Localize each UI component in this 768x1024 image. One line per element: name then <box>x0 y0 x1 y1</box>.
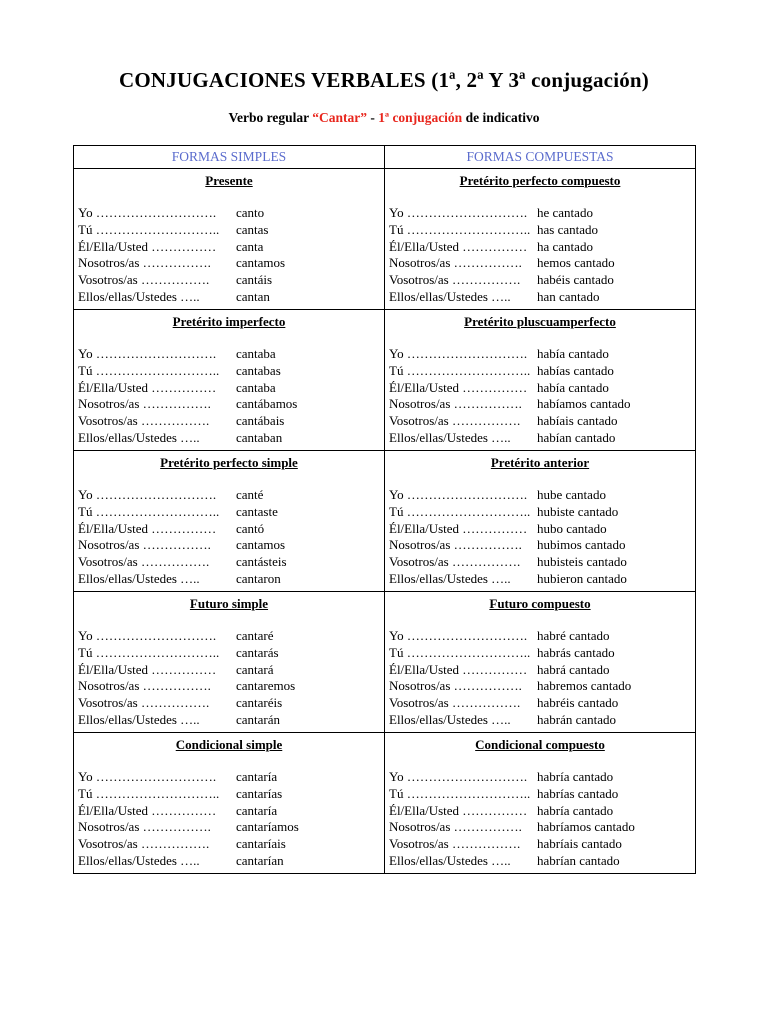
conjugation-line <box>78 255 380 272</box>
person-label: Vosotros/as ……………. <box>389 554 521 570</box>
person-label: Ellos/ellas/Ustedes ….. <box>389 288 511 304</box>
person-label: Vosotros/as ……………. <box>78 554 210 570</box>
conjugation-line <box>78 222 380 239</box>
person-label: Él/Ella/Usted …………… <box>78 802 217 818</box>
verb-form: cantó <box>236 520 265 536</box>
conjugation-line <box>389 786 691 803</box>
verb-form: habíamos cantado <box>537 396 631 412</box>
conjugation-line <box>78 504 380 521</box>
page-title: CONJUGACIONES VERBALES (1ª, 2ª Y 3ª conjugación) <box>118 68 650 92</box>
conjugation-line <box>389 346 691 363</box>
conjugation-line <box>78 289 380 306</box>
compound-form-cell <box>385 310 696 451</box>
person-label: Él/Ella/Usted …………… <box>389 238 528 254</box>
person-label: Yo ………………………. <box>389 205 528 220</box>
person-label: Nosotros/as ……………. <box>78 819 211 835</box>
person-label: Vosotros/as ……………. <box>78 695 210 711</box>
person-label: Vosotros/as ……………. <box>389 272 521 288</box>
person-label: Ellos/ellas/Ustedes ….. <box>78 711 200 727</box>
person-label: Nosotros/as ……………. <box>78 396 211 412</box>
verb-form: habría cantado <box>537 769 614 784</box>
person-label: Vosotros/as ……………. <box>78 836 210 852</box>
compound-form-cell <box>385 451 696 592</box>
conjugation-line <box>78 521 380 538</box>
verb-form: cantásteis <box>236 554 287 570</box>
verb-form: cantaron <box>236 570 281 586</box>
tense-heading: Condicional compuesto <box>475 737 605 752</box>
table-body <box>74 169 696 874</box>
conjugation-line <box>78 413 380 430</box>
person-label: Él/Ella/Usted …………… <box>389 520 528 536</box>
conjugation-line <box>389 571 691 588</box>
person-label: Él/Ella/Usted …………… <box>78 520 217 536</box>
verb-form: ha cantado <box>537 238 593 254</box>
table-row <box>74 310 696 451</box>
person-label: Nosotros/as ……………. <box>389 819 522 835</box>
verb-form: cantarían <box>236 852 284 868</box>
verb-form: canto <box>236 205 265 220</box>
verb-form: había cantado <box>537 379 609 395</box>
person-label: Yo ………………………. <box>389 769 528 784</box>
conjugation-line <box>78 239 380 256</box>
conjugation-line <box>389 380 691 397</box>
conjugation-line <box>389 645 691 662</box>
person-label: Nosotros/as ……………. <box>389 537 522 553</box>
verb-form: habrás cantado <box>537 644 615 660</box>
tense-heading: Pretérito perfecto simple <box>160 455 298 470</box>
person-label: Tú ……………………….. <box>389 644 531 660</box>
verb-form: canté <box>236 487 264 502</box>
verb-form: habría cantado <box>537 802 614 818</box>
conjugation-line <box>78 803 380 820</box>
conjugation-line <box>389 363 691 380</box>
verb-form: he cantado <box>537 205 593 220</box>
person-label: Yo ………………………. <box>389 628 528 643</box>
verb-form: hemos cantado <box>537 255 615 271</box>
verb-form: habríamos cantado <box>537 819 635 835</box>
conjugation-line <box>389 272 691 289</box>
person-label: Tú ……………………….. <box>78 644 220 660</box>
person-label: Nosotros/as ……………. <box>389 396 522 412</box>
conjugation-line <box>389 504 691 521</box>
conjugation-line <box>78 554 380 571</box>
verb-form: cantarías <box>236 785 283 801</box>
person-label: Nosotros/as ……………. <box>389 255 522 271</box>
person-label: Él/Ella/Usted …………… <box>78 661 217 677</box>
conjugation-line <box>389 662 691 679</box>
verb-form: habrán cantado <box>537 711 617 727</box>
verb-form: habríais cantado <box>537 836 622 852</box>
conjugation-line <box>389 413 691 430</box>
conjugation-line <box>78 537 380 554</box>
conjugation-label: 1ª conjugación <box>378 110 463 125</box>
tense-heading: Condicional simple <box>175 737 283 752</box>
simple-form-cell <box>74 733 385 874</box>
conjugation-line <box>78 853 380 870</box>
conjugation-line <box>78 430 380 447</box>
conjugation-line <box>78 396 380 413</box>
verb-form: habrían cantado <box>537 852 620 868</box>
verb-form: hubieron cantado <box>537 570 627 586</box>
conjugation-line <box>78 662 380 679</box>
subtitle-text-mood: de indicativo <box>462 110 540 125</box>
verb-form: cantamos <box>236 537 286 553</box>
person-label: Él/Ella/Usted …………… <box>389 802 528 818</box>
conjugation-line <box>389 521 691 538</box>
conjugation-line <box>78 712 380 729</box>
person-label: Yo ………………………. <box>389 346 528 361</box>
person-label: Ellos/ellas/Ustedes ….. <box>389 852 511 868</box>
verb-form: hubo cantado <box>537 520 607 536</box>
conjugation-table <box>73 145 696 874</box>
conjugation-line <box>389 239 691 256</box>
conjugation-line <box>389 396 691 413</box>
conjugation-line <box>389 487 691 504</box>
verb-form: cantaste <box>236 503 278 519</box>
conjugation-line <box>389 537 691 554</box>
verb-form: cantaréis <box>236 695 283 711</box>
table-row <box>74 733 696 874</box>
conjugation-line <box>389 222 691 239</box>
conjugation-line <box>78 363 380 380</box>
verb-form: cantaríais <box>236 836 286 852</box>
verb-name: “Cantar” <box>312 110 368 125</box>
verb-form: habremos cantado <box>537 678 632 694</box>
person-label: Tú ……………………….. <box>78 221 220 237</box>
verb-form: canta <box>236 238 264 254</box>
person-label: Ellos/ellas/Ustedes ….. <box>78 429 200 445</box>
subtitle-separator: - <box>367 110 379 125</box>
person-label: Ellos/ellas/Ustedes ….. <box>389 711 511 727</box>
verb-form: cantábamos <box>236 396 298 412</box>
verb-form: hubisteis cantado <box>537 554 627 570</box>
person-label: Tú ……………………….. <box>389 785 531 801</box>
compound-form-cell <box>385 592 696 733</box>
conjugation-line <box>78 836 380 853</box>
verb-form: cantamos <box>236 255 286 271</box>
tense-heading: Futuro compuesto <box>489 596 591 611</box>
verb-form: cantábais <box>236 413 285 429</box>
verb-form: hube cantado <box>537 487 606 502</box>
person-label: Tú ……………………….. <box>389 362 531 378</box>
conjugation-line <box>389 430 691 447</box>
person-label: Tú ……………………….. <box>78 785 220 801</box>
person-label: Vosotros/as ……………. <box>389 413 521 429</box>
verb-form: cantaba <box>236 346 276 361</box>
verb-form: habrá cantado <box>537 661 610 677</box>
person-label: Nosotros/as ……………. <box>78 678 211 694</box>
verb-form: habéis cantado <box>537 272 614 288</box>
verb-form: habías cantado <box>537 362 614 378</box>
verb-form: han cantado <box>537 288 600 304</box>
conjugation-line <box>78 487 380 504</box>
verb-form: cantará <box>236 661 274 677</box>
verb-form: habíais cantado <box>537 413 618 429</box>
person-label: Yo ………………………. <box>389 487 528 502</box>
verb-form: había cantado <box>537 346 609 361</box>
compound-form-cell <box>385 733 696 874</box>
conjugation-line <box>389 819 691 836</box>
verb-form: cantaba <box>236 379 276 395</box>
person-label: Nosotros/as ……………. <box>78 255 211 271</box>
person-label: Tú ……………………….. <box>78 362 220 378</box>
person-label: Yo ………………………. <box>78 769 217 784</box>
tense-heading: Pretérito pluscuamperfecto <box>464 314 616 329</box>
verb-form: cantaré <box>236 628 274 643</box>
simple-form-cell <box>74 451 385 592</box>
conjugation-line <box>389 289 691 306</box>
subtitle-text: Verbo regular <box>228 110 313 125</box>
header-simple-forms: FORMAS SIMPLES <box>74 146 385 169</box>
verb-form: cantarás <box>236 644 279 660</box>
verb-form: cantan <box>236 288 270 304</box>
conjugation-line <box>389 255 691 272</box>
conjugation-line <box>78 645 380 662</box>
person-label: Yo ………………………. <box>78 346 217 361</box>
conjugation-line <box>78 628 380 645</box>
person-label: Tú ……………………….. <box>389 221 531 237</box>
simple-form-cell <box>74 592 385 733</box>
person-label: Tú ……………………….. <box>78 503 220 519</box>
verb-form: habré cantado <box>537 628 610 643</box>
conjugation-line <box>389 205 691 222</box>
verb-form: cantaban <box>236 429 283 445</box>
person-label: Él/Ella/Usted …………… <box>389 661 528 677</box>
table-row <box>74 169 696 310</box>
tense-heading: Pretérito perfecto compuesto <box>459 173 621 188</box>
conjugation-line <box>78 272 380 289</box>
person-label: Nosotros/as ……………. <box>389 678 522 694</box>
person-label: Él/Ella/Usted …………… <box>78 238 217 254</box>
conjugation-line <box>389 853 691 870</box>
person-label: Tú ……………………….. <box>389 503 531 519</box>
conjugation-line <box>389 803 691 820</box>
person-label: Ellos/ellas/Ustedes ….. <box>78 570 200 586</box>
person-label: Yo ………………………. <box>78 205 217 220</box>
verb-form: cantaría <box>236 802 278 818</box>
person-label: Nosotros/as ……………. <box>78 537 211 553</box>
verb-form: cantáis <box>236 272 273 288</box>
simple-form-cell <box>74 169 385 310</box>
header-compound-forms: FORMAS COMPUESTAS <box>385 146 696 169</box>
conjugation-line <box>78 786 380 803</box>
table-row <box>74 592 696 733</box>
person-label: Vosotros/as ……………. <box>389 695 521 711</box>
conjugation-line <box>78 769 380 786</box>
person-label: Él/Ella/Usted …………… <box>389 379 528 395</box>
conjugation-line <box>78 695 380 712</box>
page-subtitle <box>0 110 768 126</box>
conjugation-line <box>389 836 691 853</box>
tense-heading: Presente <box>205 173 253 188</box>
conjugation-line <box>389 678 691 695</box>
table-row <box>74 451 696 592</box>
verb-form: cantas <box>236 221 269 237</box>
compound-form-cell <box>385 169 696 310</box>
conjugation-line <box>389 695 691 712</box>
person-label: Él/Ella/Usted …………… <box>78 379 217 395</box>
table-header-row <box>74 146 696 169</box>
verb-form: cantaría <box>236 769 278 784</box>
person-label: Yo ………………………. <box>78 487 217 502</box>
verb-form: has cantado <box>537 221 599 237</box>
verb-form: hubimos cantado <box>537 537 626 553</box>
tense-heading: Pretérito imperfecto <box>172 314 286 329</box>
person-label: Ellos/ellas/Ustedes ….. <box>389 429 511 445</box>
person-label: Vosotros/as ……………. <box>78 413 210 429</box>
tense-heading: Futuro simple <box>189 596 269 611</box>
conjugation-line <box>389 769 691 786</box>
conjugation-line <box>389 628 691 645</box>
verb-form: hubiste cantado <box>537 503 619 519</box>
person-label: Ellos/ellas/Ustedes ….. <box>78 288 200 304</box>
simple-form-cell <box>74 310 385 451</box>
verb-form: cantaremos <box>236 678 296 694</box>
verb-form: cantabas <box>236 362 281 378</box>
verb-form: habréis cantado <box>537 695 619 711</box>
person-label: Vosotros/as ……………. <box>78 272 210 288</box>
verb-form: cantaríamos <box>236 819 299 835</box>
conjugation-line <box>78 678 380 695</box>
verb-form: habían cantado <box>537 429 616 445</box>
conjugation-line <box>78 346 380 363</box>
conjugation-line <box>78 380 380 397</box>
person-label: Yo ………………………. <box>78 628 217 643</box>
conjugation-line <box>78 205 380 222</box>
conjugation-line <box>78 819 380 836</box>
verb-form: cantarán <box>236 711 281 727</box>
person-label: Ellos/ellas/Ustedes ….. <box>78 852 200 868</box>
verb-form: habrías cantado <box>537 785 619 801</box>
person-label: Ellos/ellas/Ustedes ….. <box>389 570 511 586</box>
conjugation-line <box>389 554 691 571</box>
tense-heading: Pretérito anterior <box>490 455 590 470</box>
conjugation-line <box>78 571 380 588</box>
person-label: Vosotros/as ……………. <box>389 836 521 852</box>
conjugation-line <box>389 712 691 729</box>
